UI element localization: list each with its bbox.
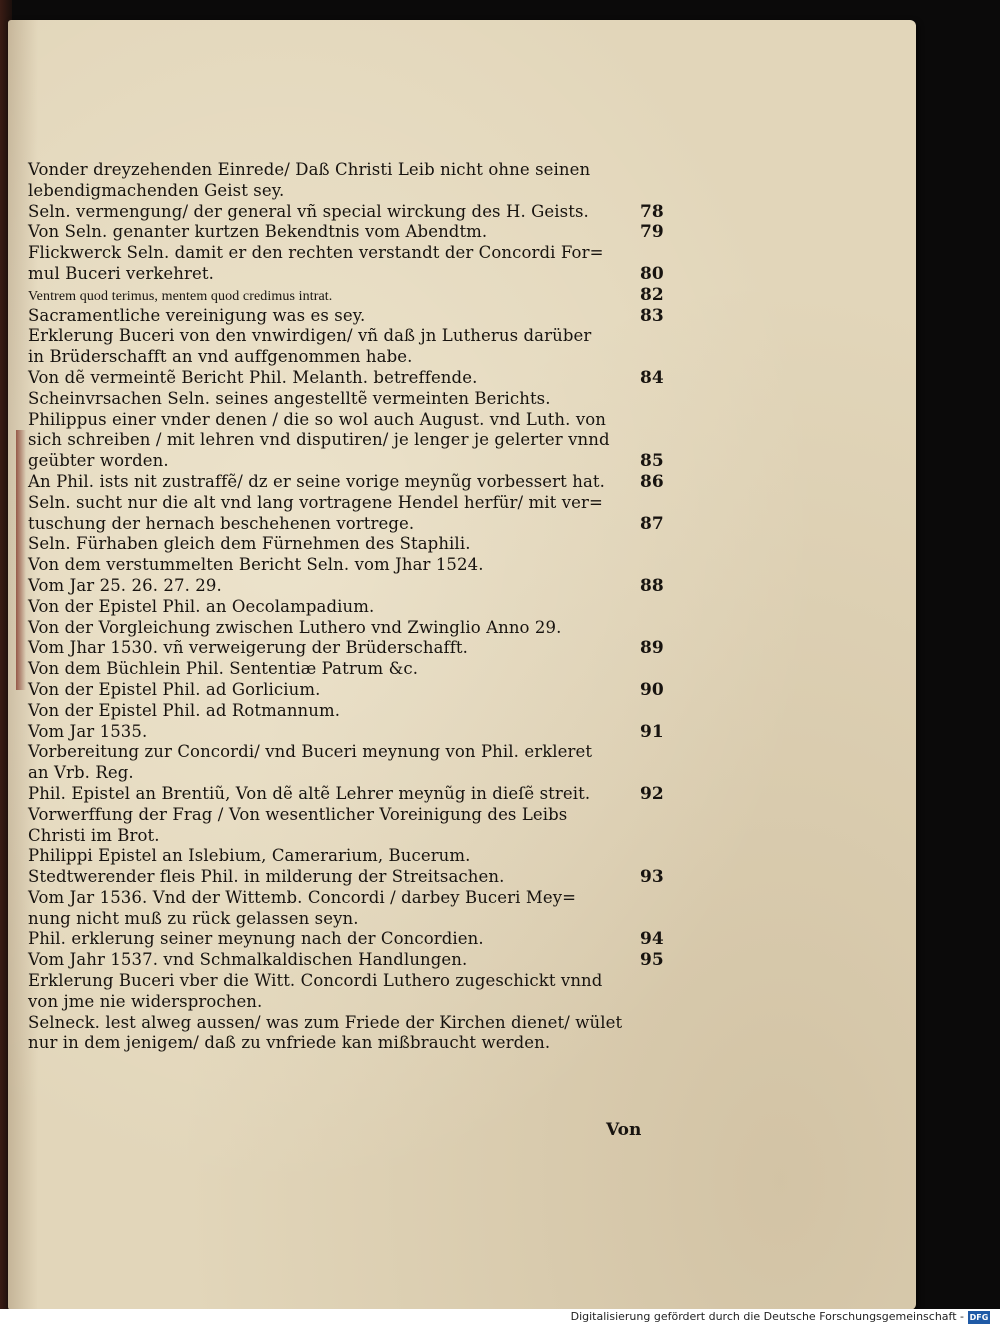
entry-page-number: 87 (640, 513, 664, 534)
index-entry (28, 929, 678, 950)
index-entry (28, 160, 678, 181)
entry-text: sich schreiben / mit lehren vnd disputiren/ je lenger je gelerter vnnd (28, 430, 610, 450)
index-entry (28, 638, 678, 659)
entry-text: mul Buceri verkehret. (28, 263, 214, 283)
index-entry (28, 368, 678, 389)
index-entry (28, 867, 678, 888)
entry-text: Von der Epistel Phil. ad Rotmannum. (28, 700, 341, 720)
entry-text: Vom Jar 1535. (28, 721, 148, 741)
entry-text: Sacramentliche vereinigung was es sey. (28, 305, 366, 325)
index-entry (28, 1033, 678, 1054)
entry-page-number: 83 (640, 305, 664, 326)
entry-text: Von dẽ vermeintẽ Bericht Phil. Melanth. betreffende. (28, 367, 478, 387)
index-entry (28, 763, 678, 784)
index-entry (28, 202, 678, 223)
entry-text: Seln. sucht nur die alt vnd lang vortragene Hendel herfür/ mit ver= (28, 492, 603, 512)
entry-text: an Vrb. Reg. (28, 763, 134, 783)
entry-text: Von dem verstummelten Bericht Seln. vom Jhar 1524. (28, 555, 484, 575)
entry-text: in Brüderschafft an vnd auffgenommen habe. (28, 347, 413, 367)
index-entry (28, 181, 678, 202)
index-entry (28, 971, 678, 992)
entry-text: Seln. Fürhaben gleich dem Fürnehmen des Staphili. (28, 534, 471, 554)
index-entry (28, 576, 678, 597)
entry-page-number: 90 (640, 679, 664, 700)
index-entry (28, 306, 678, 327)
entry-text: lebendigmachenden Geist sey. (28, 180, 285, 200)
entry-text: Christi im Brot. (28, 825, 160, 845)
index-entry (28, 888, 678, 909)
entry-text: Von der Epistel Phil. an Oecolampadium. (28, 596, 375, 616)
index-entry (28, 597, 678, 618)
dfg-logo: DFG (969, 1313, 989, 1322)
index-entry (28, 285, 678, 306)
entry-page-number: 89 (640, 638, 664, 659)
index-entry (28, 326, 678, 347)
entry-text: Phil. Epistel an Brentiũ, Von dẽ altẽ Lehrer meynũg in dieſẽ streit. (28, 783, 591, 803)
entry-text: Von Seln. genanter kurtzen Bekendtnis vom Abendtm. (28, 222, 488, 242)
index-entry (28, 514, 678, 535)
entry-text: Von der Vorgleichung zwischen Luthero vnd Zwinglio Anno 29. (28, 617, 562, 637)
entry-text: nur in dem jenigem/ daß zu vnfriede kan mißbraucht werden. (28, 1033, 551, 1053)
entry-text: Von der Epistel Phil. ad Gorlicium. (28, 679, 321, 699)
entry-page-number: 82 (640, 284, 664, 305)
index-entry (28, 430, 678, 451)
entry-text: nung nicht muß zu rück gelassen seyn. (28, 908, 359, 928)
index-entry (28, 555, 678, 576)
index-entry (28, 347, 678, 368)
page-stain (16, 430, 26, 690)
entry-text: Selneck. lest alweg aussen/ was zum Friede der Kirchen dienet/ wület (28, 1012, 623, 1032)
entry-page-number: 80 (640, 263, 664, 284)
index-entry (28, 389, 678, 410)
entry-page-number: 86 (640, 471, 664, 492)
index-entry (28, 992, 678, 1013)
index-entry (28, 909, 678, 930)
entry-text: von jme nie widersprochen. (28, 991, 263, 1011)
index-entry (28, 243, 678, 264)
entry-text: Ventrem quod terimus, mentem quod credimus intrat. (28, 288, 333, 304)
entry-text: Vom Jahr 1537. vnd Schmalkaldischen Handlungen. (28, 950, 468, 970)
index-entry (28, 826, 678, 847)
index-entry (28, 701, 678, 722)
entry-page-number: 84 (640, 367, 664, 388)
entry-text: Philippus einer vnder denen / die so wol auch August. vnd Luth. von (28, 409, 607, 429)
index-entry (28, 742, 678, 763)
index-entry (28, 950, 678, 971)
footer-bar (0, 1309, 1000, 1327)
index-entry (28, 846, 678, 867)
footer-credit: Digitalisierung gefördert durch die Deutsche Forschungsgemeinschaft - (570, 1310, 964, 1323)
index-entry (28, 680, 678, 701)
index-entry (28, 722, 678, 743)
entry-text: Phil. erklerung seiner meynung nach der Concordien. (28, 929, 484, 949)
entry-text: An Phil. ists nit zustraffẽ/ dz er seine vorige meynũg vorbessert hat. (28, 471, 605, 491)
index-entry (28, 451, 678, 472)
index-entry (28, 493, 678, 514)
index-entry (28, 472, 678, 493)
index-entries (28, 160, 678, 1054)
entry-text: Vorbereitung zur Concordi/ vnd Buceri meynung von Phil. erkleret (28, 742, 593, 762)
entry-text: geübter worden. (28, 451, 169, 471)
entry-text: Seln. vermengung/ der general vñ special wirckung des H. Geists. (28, 201, 589, 221)
index-entry (28, 805, 678, 826)
entry-text: Vom Jhar 1530. vñ verweigerung der Brüderschafft. (28, 638, 468, 658)
entry-text: Scheinvrsachen Seln. seines angestelltẽ vermeinten Berichts. (28, 388, 551, 408)
index-entry (28, 410, 678, 431)
entry-text: Flickwerck Seln. damit er den rechten verstandt der Concordi For= (28, 243, 604, 263)
index-entry (28, 264, 678, 285)
book-page (8, 20, 916, 1310)
index-entry (28, 534, 678, 555)
entry-text: Vonder dreyzehenden Einrede/ Daß Christi Leib nicht ohne seinen (28, 160, 591, 179)
entry-text: Vom Jar 25. 26. 27. 29. (28, 575, 222, 595)
entry-text: Vorwerffung der Frag / Von wesentlicher Voreinigung des Leibs (28, 804, 568, 824)
index-entry (28, 659, 678, 680)
entry-page-number: 88 (640, 575, 664, 596)
index-entry (28, 1013, 678, 1034)
entry-page-number: 93 (640, 867, 664, 888)
entry-text: Stedtwerender fleis Phil. in milderung der Streitsachen. (28, 867, 505, 887)
entry-text: tuschung der hernach beschehenen vortrege. (28, 513, 415, 533)
entry-text: Vom Jar 1536. Vnd der Wittemb. Concordi / darbey Buceri Mey= (28, 887, 577, 907)
index-entry (28, 222, 678, 243)
index-entry (28, 618, 678, 639)
entry-text: Von dem Büchlein Phil. Sententiæ Patrum &c. (28, 659, 419, 679)
entry-page-number: 78 (640, 201, 664, 222)
catchword: Von (606, 1120, 642, 1140)
entry-page-number: 95 (640, 950, 664, 971)
entry-text: Erklerung Buceri von den vnwirdigen/ vñ daß jn Lutherus darüber (28, 326, 592, 346)
entry-page-number: 92 (640, 783, 664, 804)
entry-text: Philippi Epistel an Islebium, Camerarium, Bucerum. (28, 846, 471, 866)
entry-page-number: 91 (640, 721, 664, 742)
entry-page-number: 85 (640, 451, 664, 472)
index-entry (28, 784, 678, 805)
entry-page-number: 79 (640, 222, 664, 243)
entry-text: Erklerung Buceri vber die Witt. Concordi Luthero zugeschickt vnnd (28, 971, 603, 991)
entry-page-number: 94 (640, 929, 664, 950)
